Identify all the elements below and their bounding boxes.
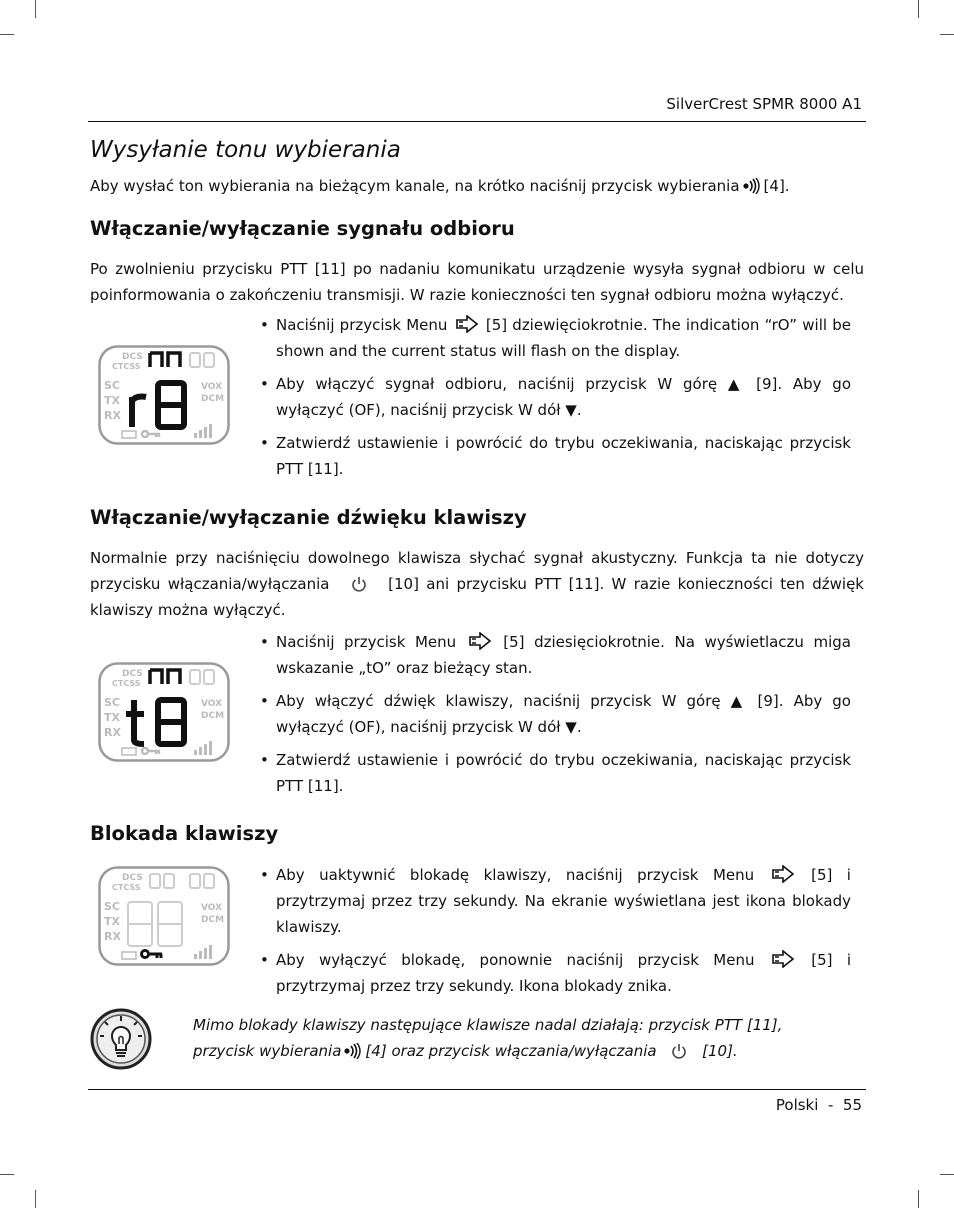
note-text: Mimo blokady klawiszy następujące klawisze nadal działają: przycisk PTT [11], przycisk wybierania [4] oraz przycisk włączania/wyłączania [10].: [193, 1016, 783, 1060]
svg-text:SC: SC: [104, 696, 120, 709]
section1-title: Wysyłanie tonu wybierania: [90, 137, 401, 163]
lcd-display-lock: [98, 866, 230, 966]
section2-title: Włączanie/wyłączanie sygnału odbioru: [90, 217, 515, 240]
menu-arrow-icon: [771, 950, 795, 968]
crop-mark: [918, 0, 919, 18]
header-product: SilverCrest SPMR 8000 A1: [666, 95, 862, 113]
list-item: • Aby włączyć sygnał odbioru, naciśnij przycisk W górę ▲ [9]. Aby go wyłączyć (OF), naciśnij przycisk W dół ▼.: [258, 371, 851, 423]
crop-mark: [940, 34, 954, 35]
crop-mark: [918, 1190, 919, 1208]
crop-mark: [35, 1190, 36, 1208]
lcd-display-ro: [98, 345, 230, 445]
call-tone-icon: [742, 178, 762, 194]
svg-text:DCS: DCS: [122, 669, 143, 679]
svg-text:CTCSS: CTCSS: [112, 679, 141, 688]
section4-steps: [258, 862, 851, 1006]
svg-text:TX: TX: [104, 915, 120, 928]
svg-text:DCM: DCM: [201, 915, 225, 925]
svg-text:TX: TX: [104, 394, 120, 407]
svg-text:CTCSS: CTCSS: [112, 883, 141, 892]
page-number: Polski - 55: [775, 1096, 862, 1114]
section4-title: Blokada klawiszy: [90, 822, 279, 845]
svg-text:VOX: VOX: [201, 382, 223, 392]
svg-text:CTCSS: CTCSS: [112, 362, 141, 371]
svg-text:RX: RX: [104, 930, 121, 943]
list-item: • Naciśnij przycisk Menu [5] dziesięciokrotnie. Na wyświetlaczu miga wskazanie „tO” oraz bieżący stan.: [258, 629, 851, 681]
list-item: • Aby włączyć dźwięk klawiszy, naciśnij przycisk W górę ▲ [9]. Aby go wyłączyć (OF), naciśnij przycisk W dół ▼.: [258, 688, 851, 740]
call-tone-icon: [343, 1043, 363, 1059]
section3-title: Włączanie/wyłączanie dźwięku klawiszy: [90, 506, 527, 529]
lightbulb-icon: [90, 1008, 152, 1070]
list-item: • Zatwierdź ustawienie i powrócić do trybu oczekiwania, naciskając przycisk PTT [11].: [258, 747, 851, 799]
svg-text:SC: SC: [104, 900, 120, 913]
crop-mark: [0, 1174, 14, 1175]
footer-rule: [88, 1089, 866, 1090]
list-item: • Naciśnij przycisk Menu [5] dziewięciokrotnie. The indication “rO” will be shown and the current status will flash on the display.: [258, 312, 851, 364]
crop-mark: [35, 0, 36, 18]
svg-text:VOX: VOX: [201, 903, 223, 913]
svg-text:DCM: DCM: [201, 394, 225, 404]
list-item: • Aby wyłączyć blokadę, ponownie naciśnij przycisk Menu [5] i przytrzymaj przez trzy sekundy. Ikona blokady znika.: [258, 947, 851, 999]
svg-text:SC: SC: [104, 379, 120, 392]
svg-text:VOX: VOX: [201, 699, 223, 709]
svg-text:DCS: DCS: [122, 352, 143, 362]
power-icon: [351, 576, 367, 592]
svg-text:DCM: DCM: [201, 711, 225, 721]
svg-text:RX: RX: [104, 726, 121, 739]
lcd-display-to: [98, 662, 230, 762]
header-rule: [88, 121, 866, 122]
power-icon: [671, 1043, 687, 1059]
list-item: • Zatwierdź ustawienie i powrócić do trybu oczekiwania, naciskając przycisk PTT [11].: [258, 430, 851, 482]
svg-text:DCS: DCS: [122, 873, 143, 883]
section2-intro: Po zwolnieniu przycisku PTT [11] po nadaniu komunikatu urządzenie wysyła sygnał odbioru w celu poinformowania o zakończeniu transmisji. W razie konieczności ten sygnał odbioru można wyłączyć.: [90, 260, 864, 304]
menu-arrow-icon: [468, 632, 492, 650]
crop-mark: [0, 34, 14, 35]
svg-text:RX: RX: [104, 409, 121, 422]
section1-text: Aby wysłać ton wybierania na bieżącym kanale, na krótko naciśnij przycisk wybierania [4].: [90, 177, 790, 195]
crop-mark: [940, 1174, 954, 1175]
section2-steps: [258, 312, 851, 489]
section3-intro: Normalnie przy naciśnięciu dowolnego klawisza słychać sygnał akustyczny. Funkcja ta nie dotyczy przycisku włączania/wyłączania [10] ani przycisku PTT [11]. W razie konieczności ten dźwięk klawiszy można wyłączyć.: [90, 549, 864, 619]
section3-steps: [258, 629, 851, 806]
menu-arrow-icon: [455, 315, 479, 333]
svg-text:TX: TX: [104, 711, 120, 724]
list-item: • Aby uaktywnić blokadę klawiszy, naciśnij przycisk Menu [5] i przytrzymaj przez trzy sekundy. Na ekranie wyświetlana jest ikona blokady klawiszy.: [258, 862, 851, 940]
menu-arrow-icon: [771, 865, 795, 883]
